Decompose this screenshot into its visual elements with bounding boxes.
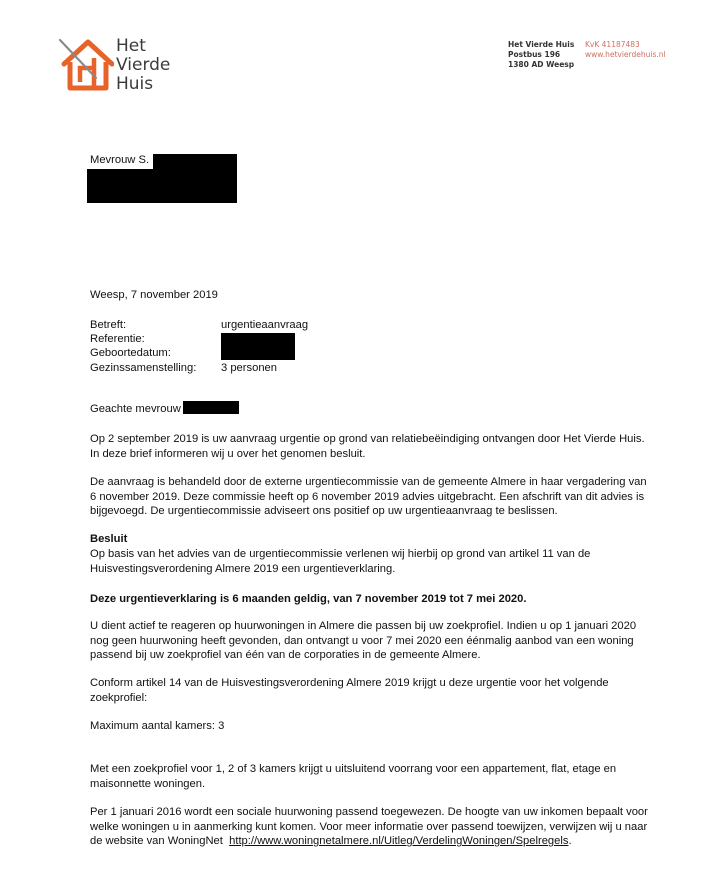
recipient-name: Mevrouw S. — [87, 153, 153, 169]
logo-word-huis: Huis — [116, 74, 154, 94]
text-line-suffix: . — [568, 835, 572, 848]
gezin-label: Gezinssamenstelling: — [90, 362, 197, 374]
sender-city: 1380 AD Weesp — [508, 60, 575, 69]
sender-pobox: Postbus 196 — [508, 50, 561, 59]
text-line: De aanvraag is behandeld door de externe urgentiecommissie van de gemeente Almere in haar vergadering van — [90, 476, 647, 488]
text-line: nog geen huurwoning heeft gevonden, dan ontvangt u voor 7 mei 2020 een éénmalig aanbod van een woning — [90, 634, 634, 647]
sender-website: www.hetvierdehuis.nl — [585, 50, 666, 59]
paragraph-article-14 — [90, 676, 609, 705]
referentie-label: Referentie: — [90, 333, 145, 345]
besluit-heading: Besluit — [90, 533, 128, 545]
text-line: zoekprofiel: — [90, 691, 148, 704]
text-line: welke woningen u in aanmerking kunt komen. Voor meer informatie over passend toewijzen, verwijzen wij u naar — [90, 820, 648, 833]
text-line: In deze brief informeren wij u over het genomen besluit. — [90, 447, 366, 460]
text-line: Huisvestingsverordening Almere 2019 een urgentieverklaring. — [90, 562, 396, 575]
paragraph-decision — [90, 547, 590, 576]
geboortedatum-label: Geboortedatum: — [90, 347, 171, 359]
sender-kvk: KvK 41187483 — [585, 40, 640, 49]
text-line: passend bij uw zoekprofiel van één van de corporaties in de gemeente Almere. — [90, 649, 481, 662]
sender-name: Het Vierde Huis — [508, 40, 575, 49]
logo — [58, 36, 173, 94]
paragraph-passend-toewijzen — [90, 805, 648, 849]
paragraph-priority — [90, 762, 616, 791]
text-line: bijgevoegd. De urgentiecommissie adviseert ons positief op uw urgentieaanvraag te beslissen. — [90, 505, 558, 518]
sender-registration — [585, 40, 666, 60]
text-line: Conform artikel 14 van de Huisvestingsverordening Almere 2019 krijgt u deze urgentie voor het volgende — [90, 677, 609, 689]
greeting: Geachte mevrouw — [90, 403, 181, 415]
house-logo-icon — [58, 36, 114, 92]
text-line: U dient actief te reageren op huurwoningen in Almere die passen bij uw zoekprofiel. Indien u op 1 januari 2020 — [90, 620, 637, 632]
betreft-label: Betreft: — [90, 319, 127, 331]
paragraph-receipt — [90, 432, 645, 461]
logo-word-vierde: Vierde — [116, 55, 171, 75]
woningnet-link[interactable]: http://www.woningnetalmere.nl/Uitleg/VerdelingWoningen/Spelregels — [229, 835, 569, 848]
max-rooms: Maximum aantal kamers: 3 — [90, 720, 225, 732]
text-line-prefix: de website van WoningNet — [90, 835, 223, 848]
paragraph-search-obligation — [90, 619, 636, 663]
date-line: Weesp, 7 november 2019 — [90, 289, 218, 301]
text-line: Met een zoekprofiel voor 1, 2 of 3 kamers krijgt u uitsluitend voorrang voor een appartement, flat, etage en — [90, 763, 617, 775]
text-line: Op basis van het advies van de urgentiecommissie verlenen wij hierbij op grond van artikel 11 van de — [90, 548, 591, 560]
redacted-surname — [183, 401, 239, 414]
betreft-value: urgentieaanvraag — [221, 319, 309, 331]
text-line: maisonnette woningen. — [90, 777, 206, 790]
text-line: Op 2 september 2019 is uw aanvraag urgentie op grond van relatiebeëindiging ontvangen door Het Vierde Huis. — [90, 433, 645, 445]
logo-word-het: Het — [116, 36, 146, 56]
text-line: Per 1 januari 2016 wordt een sociale huurwoning passend toegewezen. De hoogte van uw inkomen bepaalt voor — [90, 806, 648, 818]
text-line — [90, 834, 648, 849]
text-line: 6 november 2019. Deze commissie heeft op 6 november 2019 advies uitgebracht. Een afschrift van dit advies is — [90, 490, 645, 503]
paragraph-commission — [90, 475, 647, 519]
gezin-value: 3 personen — [221, 362, 277, 374]
sender-address — [508, 40, 574, 70]
validity-statement: Deze urgentieverklaring is 6 maanden geldig, van 7 november 2019 tot 7 mei 2020. — [90, 593, 527, 605]
redacted-reference-birthdate — [221, 333, 295, 360]
